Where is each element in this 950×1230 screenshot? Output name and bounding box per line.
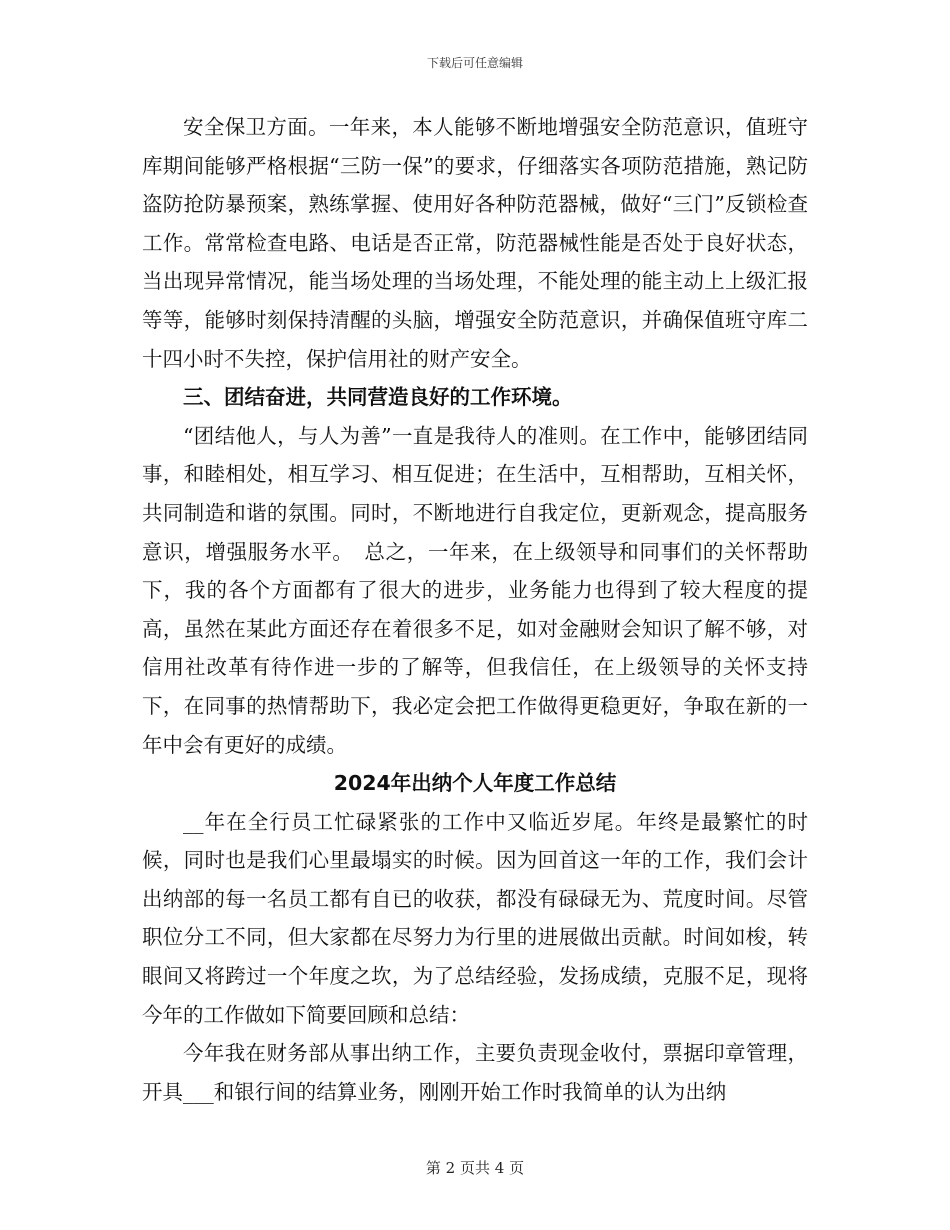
paragraph-work: 今年我在财务部从事出纳工作，主要负责现金收付，票据印章管理，开具___和银行间的结算业务，刚刚开始工作时我简单的认为出纳: [142, 1041, 808, 1104]
page-header: 下载后可任意编辑: [426, 56, 523, 70]
document-body: [142, 108, 808, 1111]
paragraph-intro: __年在全行员工忙碌紧张的工作中又临近岁尾。年终是最繁忙的时候，同时也是我们心里最塌实的时候。因为回首这一年的工作，我们会计出纳部的每一名员工都有自已的收获，都没有碌碌无为、荒度时间。尽管职位分工不同，但大家都在尽努力为行里的进展做出贡献。时间如梭，转眼间又将跨过一个年度之坎，为了总结经验，发扬成绩，克服不足，现将今年的工作做如下简要回顾和总结：: [142, 809, 808, 1027]
page-footer: 第 2 页共 4 页: [425, 1159, 525, 1177]
paragraph-security: 安全保卫方面。一年来，本人能够不断地增强安全防范意识，值班守库期间能够严格根据“三防一保”的要求，仔细落实各项防范措施，熟记防盗防抢防暴预案，熟练掌握、使用好各种防范器械，做好“三门”反锁检查工作。常常检查电路、电话是否正常，防范器械性能是否处于良好状态，当出现异常情况，能当场处理的当场处理，不能处理的能主动上上级汇报等等，能够时刻保持清醒的头脑，增强安全防范意识，并确保值班守库二十四小时不失控，保护信用社的财产安全。: [142, 115, 808, 371]
section-heading-3: 三、团结奋进，共同营造良好的工作环境。: [183, 385, 573, 410]
paragraph-unity: “团结他人，与人为善”一直是我待人的准则。在工作中，能够团结同事，和睦相处，相互学习、相互促进；在生活中，互相帮助，互相关怀，共同制造和谐的氛围。同时，不断地进行自我定位，更新观念，提高服务意识，增强服务水平。 总之，一年来，在上级领导和同事们的关怀帮助下，我的各个方面都有了很大的进步，业务能力也得到了较大程度的提高，虽然在某此方面还存在着很多不足，如对金融财会知识了解不够，对信用社改革有待作进一步的了解等，但我信任，在上级领导的关怀支持下，在同事的热情帮助下，我必定会把工作做得更稳更好，争取在新的一年中会有更好的成绩。: [142, 423, 808, 757]
document-title: 2024年出纳个人年度工作总结: [333, 771, 617, 796]
